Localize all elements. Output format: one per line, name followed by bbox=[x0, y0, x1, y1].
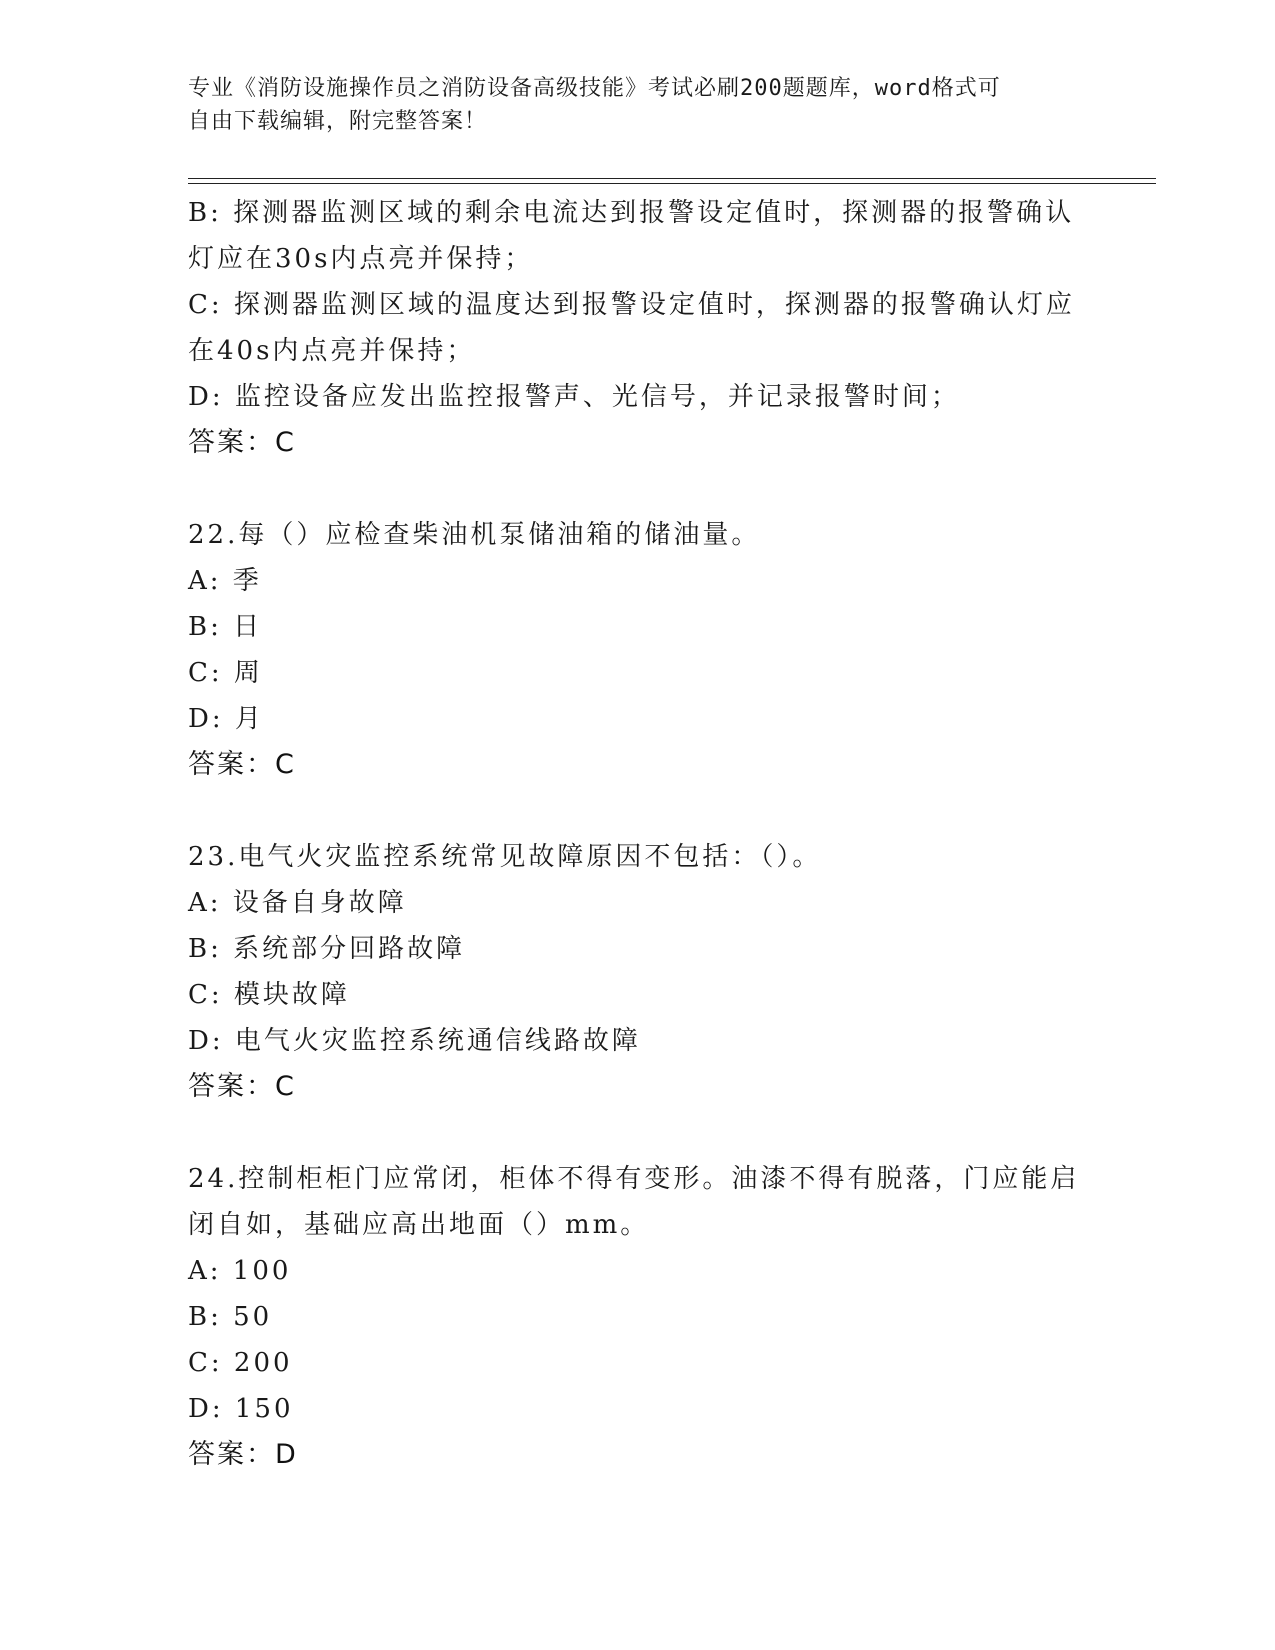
option-a: A: 100 bbox=[188, 1256, 292, 1286]
option-d: D: 监控设备应发出监控报警声、光信号，并记录报警时间； bbox=[188, 382, 960, 412]
question-list bbox=[188, 190, 1088, 1478]
question-stem: 23.电气火灾监控系统常见故障原因不包括：（）。 bbox=[188, 842, 822, 872]
option-b: B: 日 bbox=[188, 612, 263, 642]
option-a: A: 季 bbox=[188, 566, 262, 596]
option-d: D: 月 bbox=[188, 704, 264, 734]
spacer bbox=[188, 1110, 1088, 1156]
option-d: D: 电气火灾监控系统通信线路故障 bbox=[188, 1026, 641, 1056]
question-24 bbox=[188, 1156, 1088, 1478]
option-b-line-1: B: 探测器监测区域的剩余电流达到报警设定值时，探测器的报警确认 bbox=[188, 198, 1075, 228]
option-b: B: 50 bbox=[188, 1302, 273, 1332]
header-divider-bottom bbox=[188, 183, 1156, 184]
page-header bbox=[188, 72, 1088, 138]
header-title-line-2: 自由下载编辑，附完整答案！ bbox=[188, 109, 488, 134]
header-title-line-1: 专业《消防设施操作员之消防设备高级技能》考试必刷200题题库，word格式可 bbox=[188, 76, 1001, 101]
option-a: A: 设备自身故障 bbox=[188, 888, 407, 918]
question-stem: 22.每（）应检查柴油机泵储油箱的储油量。 bbox=[188, 520, 761, 550]
question-stem-line-1: 24.控制柜柜门应常闭，柜体不得有变形。油漆不得有脱落，门应能启 bbox=[188, 1164, 1080, 1194]
spacer bbox=[188, 466, 1088, 512]
option-c: C: 周 bbox=[188, 658, 263, 688]
header-divider-top bbox=[188, 178, 1156, 179]
spacer bbox=[188, 788, 1088, 834]
option-c: C: 模块故障 bbox=[188, 980, 350, 1010]
question-21-continued bbox=[188, 190, 1088, 466]
answer: 答案：D bbox=[188, 1439, 298, 1470]
option-c-line-2: 在40s内点亮并保持； bbox=[188, 336, 476, 366]
question-stem-line-2: 闭自如，基础应高出地面（）mm。 bbox=[188, 1210, 650, 1240]
option-b: B: 系统部分回路故障 bbox=[188, 934, 466, 964]
answer: 答案：C bbox=[188, 427, 296, 458]
option-c: C: 200 bbox=[188, 1348, 293, 1378]
answer: 答案：C bbox=[188, 1071, 296, 1102]
question-23 bbox=[188, 834, 1088, 1110]
question-22 bbox=[188, 512, 1088, 788]
answer: 答案：C bbox=[188, 749, 296, 780]
option-c-line-1: C: 探测器监测区域的温度达到报警设定值时，探测器的报警确认灯应 bbox=[188, 290, 1075, 320]
option-b-line-2: 灯应在30s内点亮并保持； bbox=[188, 244, 534, 274]
option-d: D: 150 bbox=[188, 1394, 294, 1424]
